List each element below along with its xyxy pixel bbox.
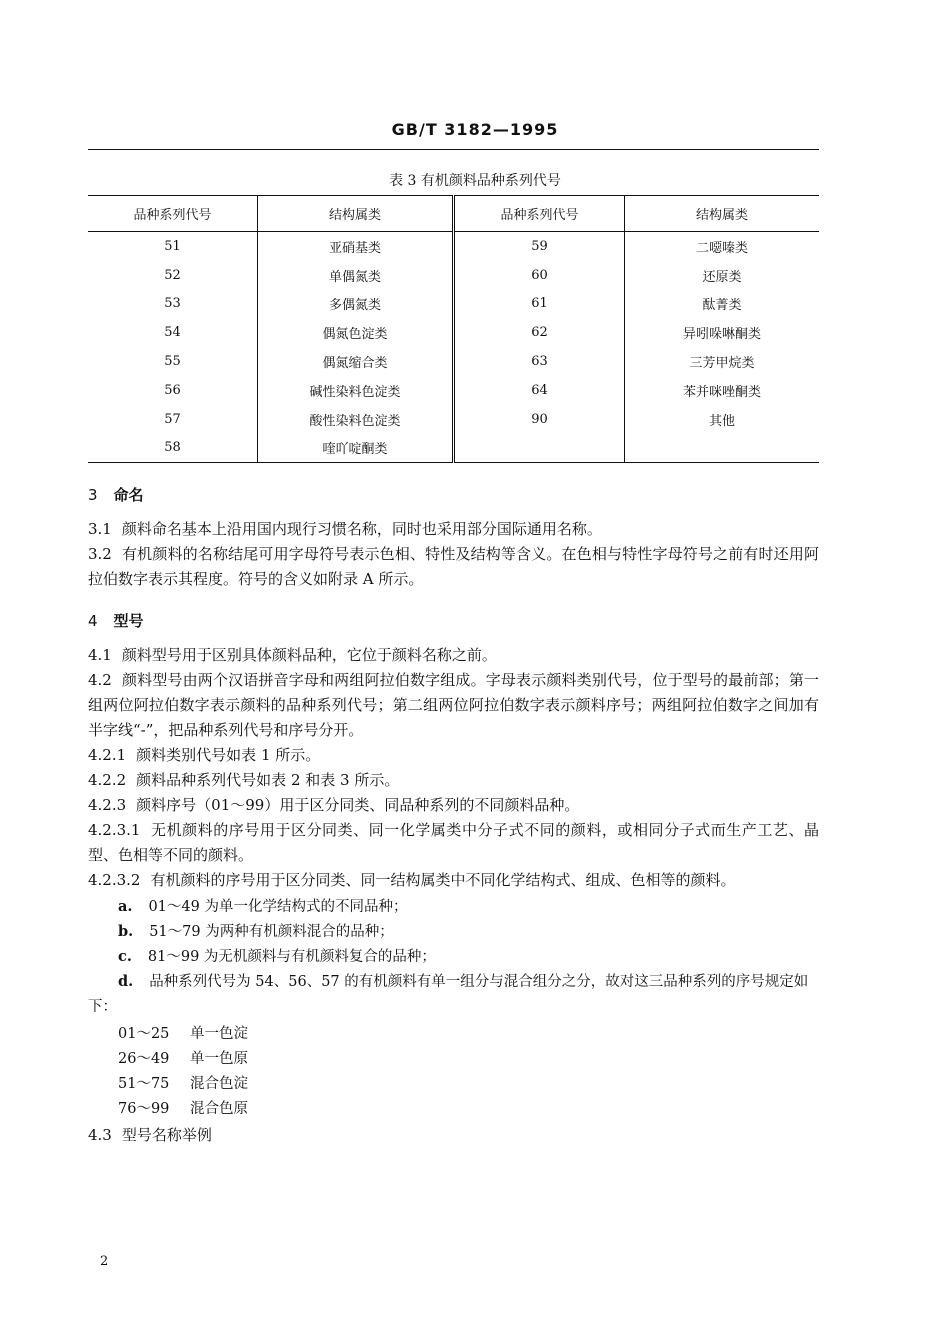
section-title: 型号 bbox=[113, 612, 144, 630]
table-caption: 表 3 有机颜料品种系列代号 bbox=[389, 173, 561, 189]
cell: 63 bbox=[453, 347, 624, 376]
clause-number: 4.2.1 bbox=[88, 746, 127, 764]
clause-number: 3.2 bbox=[88, 545, 112, 563]
cell: 53 bbox=[88, 290, 258, 319]
clause-4-2-3 bbox=[88, 793, 819, 818]
list-label: a. bbox=[118, 898, 133, 915]
table-header-row bbox=[88, 196, 819, 232]
clause-4-2 bbox=[88, 668, 819, 743]
page-number: 2 bbox=[100, 1254, 109, 1269]
pigment-series-table bbox=[88, 195, 819, 463]
cell: 52 bbox=[88, 261, 258, 290]
clause-4-2-3-2 bbox=[88, 868, 819, 893]
clause-text: 颜料型号由两个汉语拼音字母和两组阿拉伯数字组成。字母表示颜料类别代号，位于型号的最前部；第一组两位阿拉伯数字表示颜料的品种系列代号；第二组两位阿拉伯数字表示颜料序号；两组阿拉伯数字之间加有半字线“-”，把品种系列代号和序号分开。 bbox=[88, 671, 819, 739]
cell: 90 bbox=[453, 405, 624, 434]
clause-number: 4.2 bbox=[88, 671, 112, 689]
section-number: 4 bbox=[88, 612, 98, 630]
cell: 64 bbox=[453, 376, 624, 405]
range-name: 单一色原 bbox=[190, 1051, 248, 1067]
header-series-code-right: 品种系列代号 bbox=[453, 196, 624, 232]
clause-number: 3.1 bbox=[88, 520, 112, 538]
clause-4-3 bbox=[88, 1123, 819, 1148]
cell: 55 bbox=[88, 347, 258, 376]
table-row bbox=[88, 232, 819, 261]
cell: 54 bbox=[88, 318, 258, 347]
clause-text: 颜料命名基本上沿用国内现行习惯名称，同时也采用部分国际通用名称。 bbox=[121, 520, 602, 538]
list-text: 品种系列代号为 54、56、57 的有机颜料有单一组分与混合组分之分，故对这三品种系列的序号规定如下： bbox=[88, 974, 809, 1015]
header-rule bbox=[88, 149, 819, 150]
cell: 三芳甲烷类 bbox=[689, 356, 755, 372]
header-structure-class-right: 结构属类 bbox=[625, 196, 819, 232]
list-label: d. bbox=[118, 973, 134, 990]
section-title: 命名 bbox=[113, 486, 144, 504]
section-3-heading bbox=[88, 484, 144, 505]
cell: 还原类 bbox=[702, 269, 742, 285]
clause-number: 4.1 bbox=[88, 646, 112, 664]
clause-number: 4.2.3 bbox=[88, 796, 127, 814]
table-row bbox=[88, 290, 819, 319]
table-row bbox=[88, 347, 819, 376]
range-value: 51～75 bbox=[118, 1076, 170, 1092]
table-row bbox=[88, 405, 819, 434]
cell: 偶氮缩合类 bbox=[322, 356, 388, 372]
clause-text: 颜料品种系列代号如表 2 和表 3 所示。 bbox=[136, 771, 400, 789]
cell: 多偶氮类 bbox=[329, 298, 382, 314]
range-row bbox=[118, 1097, 248, 1118]
range-name: 混合色原 bbox=[190, 1101, 248, 1117]
section-number: 3 bbox=[88, 486, 98, 504]
list-item-d bbox=[88, 969, 819, 1020]
clause-number: 4.2.2 bbox=[88, 771, 127, 789]
cell: 酞菁类 bbox=[702, 298, 742, 314]
range-name: 混合色淀 bbox=[190, 1076, 248, 1092]
cell: 亚硝基类 bbox=[329, 240, 382, 256]
cell bbox=[453, 434, 624, 463]
range-row bbox=[118, 1022, 248, 1043]
clause-4-2-1 bbox=[88, 743, 819, 768]
table-row bbox=[88, 261, 819, 290]
cell: 58 bbox=[88, 434, 258, 463]
clause-text: 无机颜料的序号用于区分同类、同一化学属类中分子式不同的颜料，或相同分子式而生产工艺、晶型、色相等不同的颜料。 bbox=[88, 821, 819, 864]
range-name: 单一色淀 bbox=[190, 1026, 248, 1042]
clause-text: 颜料序号（01～99）用于区分同类、同品种系列的不同颜料品种。 bbox=[136, 796, 580, 814]
clause-number: 4.2.3.1 bbox=[88, 821, 141, 839]
cell: 喹吖啶酮类 bbox=[322, 442, 388, 458]
table-row bbox=[88, 376, 819, 405]
list-label: c. bbox=[118, 948, 132, 965]
clause-text: 有机颜料的名称结尾可用字母符号表示色相、特性及结构等含义。在色相与特性字母符号之前有时还用阿拉伯数字表示其程度。符号的含义如附录 A 所示。 bbox=[88, 545, 819, 588]
range-value: 01～25 bbox=[118, 1026, 170, 1042]
range-row bbox=[118, 1072, 248, 1093]
cell: 单偶氮类 bbox=[329, 269, 382, 285]
clause-text: 有机颜料的序号用于区分同类、同一结构属类中不同化学结构式、组成、色相等的颜料。 bbox=[150, 871, 736, 889]
section-4-heading bbox=[88, 610, 144, 631]
table-row bbox=[88, 434, 819, 463]
list-text: 81～99 为无机颜料与有机颜料复合的品种； bbox=[147, 949, 436, 965]
cell: 51 bbox=[88, 232, 258, 261]
list-item-c bbox=[118, 944, 819, 970]
cell: 61 bbox=[453, 290, 624, 319]
cell bbox=[625, 434, 819, 463]
list-item-a bbox=[118, 894, 819, 920]
clause-4-1 bbox=[88, 643, 819, 668]
clause-text: 型号名称举例 bbox=[121, 1126, 212, 1144]
clause-4-2-2 bbox=[88, 768, 819, 793]
cell: 62 bbox=[453, 318, 624, 347]
cell: 酸性染料色淀类 bbox=[309, 413, 401, 429]
clause-number: 4.3 bbox=[88, 1126, 112, 1144]
cell: 苯并咪唑酮类 bbox=[683, 384, 762, 400]
header-structure-class-left: 结构属类 bbox=[258, 196, 454, 232]
clause-text: 颜料类别代号如表 1 所示。 bbox=[136, 746, 321, 764]
cell: 59 bbox=[453, 232, 624, 261]
cell: 二噁嗪类 bbox=[696, 240, 749, 256]
cell: 异吲哚啉酮类 bbox=[683, 327, 762, 343]
list-text: 51～79 为两种有机颜料混合的品种； bbox=[149, 924, 394, 940]
range-value: 26～49 bbox=[118, 1051, 170, 1067]
cell: 56 bbox=[88, 376, 258, 405]
header-series-code-left: 品种系列代号 bbox=[88, 196, 258, 232]
clause-number: 4.2.3.2 bbox=[88, 871, 141, 889]
cell: 碱性染料色淀类 bbox=[309, 384, 401, 400]
cell: 57 bbox=[88, 405, 258, 434]
standard-code-header: GB/T 3182—1995 bbox=[391, 120, 559, 139]
cell: 偶氮色淀类 bbox=[322, 327, 388, 343]
clause-text: 颜料型号用于区别具体颜料品种，它位于颜料名称之前。 bbox=[121, 646, 497, 664]
clause-3-1 bbox=[88, 517, 819, 542]
clause-3-2 bbox=[88, 542, 819, 592]
list-item-b bbox=[118, 919, 819, 945]
cell: 其他 bbox=[709, 413, 736, 429]
range-row bbox=[118, 1047, 248, 1068]
range-value: 76～99 bbox=[118, 1101, 170, 1117]
list-text: 01～49 为单一化学结构式的不同品种； bbox=[148, 899, 408, 915]
cell: 60 bbox=[453, 261, 624, 290]
clause-4-2-3-1 bbox=[88, 818, 819, 868]
list-label: b. bbox=[118, 923, 134, 940]
table-row bbox=[88, 318, 819, 347]
